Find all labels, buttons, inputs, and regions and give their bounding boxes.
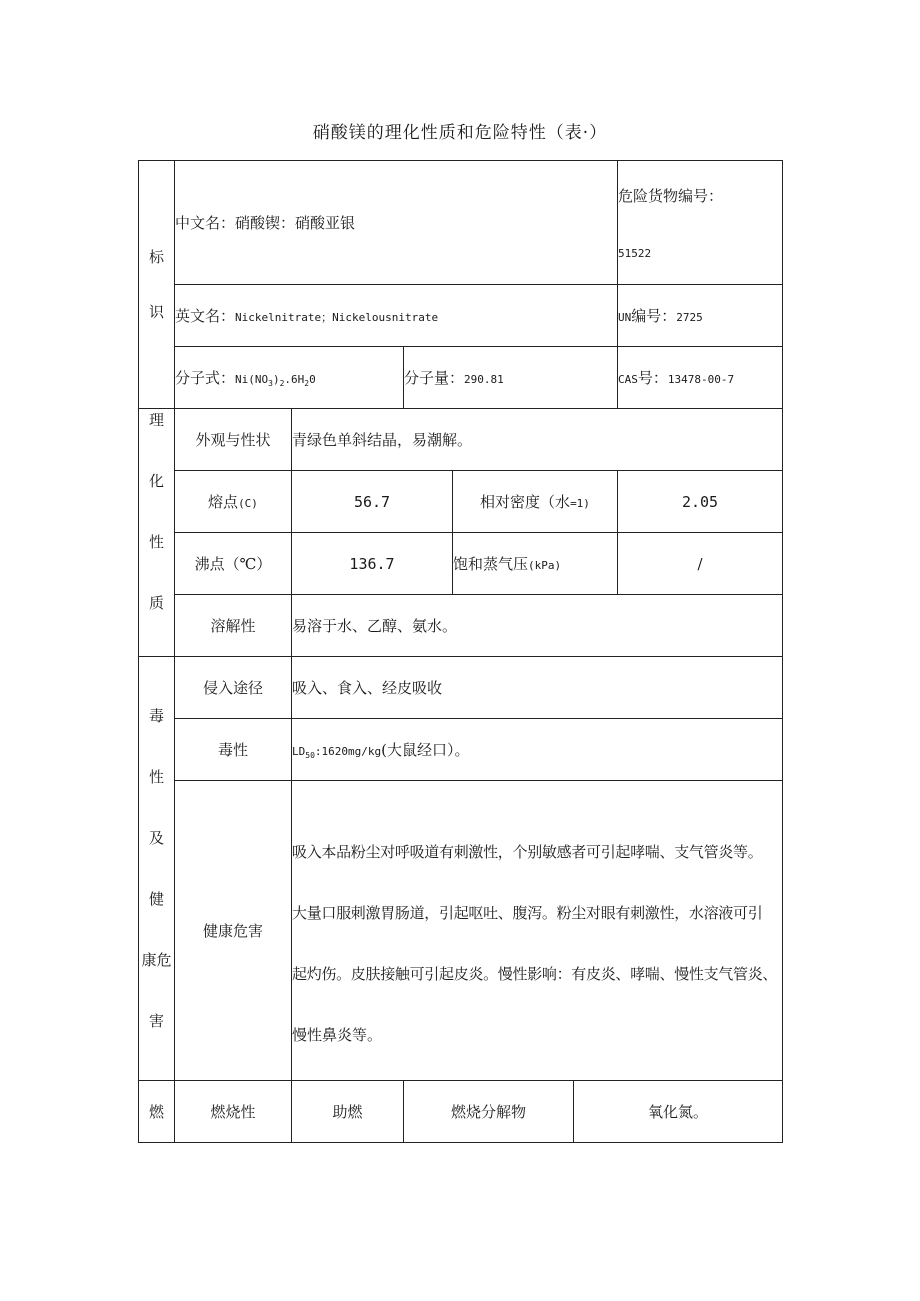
density-label-cell — [453, 471, 618, 533]
tox-ld: $LD_{50}:1620mg/kg$ — [292, 744, 382, 761]
en-name-label: 英文名： — [175, 307, 236, 325]
section-char: 标 — [148, 247, 164, 266]
property-table — [138, 160, 783, 1143]
health-line: 吸入本品粉尘对呼吸道有刺激性，个别敏感者可引起哮喘、支气管炎等。 — [292, 842, 763, 861]
appearance-value: 青绿色单斜结晶，易潮解。 — [292, 409, 783, 471]
section-char: 性 — [148, 533, 164, 551]
route-label: 侵入途径 — [175, 657, 292, 719]
decomp-label: 燃烧分解物 — [404, 1081, 574, 1143]
density-value: 2.05 — [618, 471, 783, 533]
vp-unit: (kPa) — [528, 559, 562, 572]
section-char: 识 — [148, 302, 164, 321]
cas-value: 13478-00-7 — [667, 373, 735, 386]
appearance-label: 外观与性状 — [175, 409, 292, 471]
cn-name-label: 中文名： — [175, 214, 236, 232]
health-line: 大量口服刺激胃肠道，引起呕吐、腹泻。粉尘对眼有刺激性，水溶液可引 — [292, 903, 763, 922]
cas-cell — [618, 347, 783, 409]
section-char: 健 — [148, 889, 164, 908]
mp-value: 56.7 — [292, 471, 453, 533]
bp-value: 136.7 — [292, 533, 453, 595]
un-value: 2725 — [676, 311, 703, 324]
hazard-no-value: 51522 — [618, 247, 652, 260]
section-char: 化 — [148, 472, 164, 490]
health-line: 慢性鼻炎等。 — [292, 1025, 383, 1044]
section-identity — [139, 161, 175, 409]
flammability-label: 燃烧性 — [175, 1081, 292, 1143]
un-cell — [618, 285, 783, 347]
section-char: 理 — [148, 411, 164, 429]
vp-label: 饱和蒸气压 — [453, 555, 529, 573]
section-char: 性 — [148, 767, 164, 786]
document-title: 硝酸镁的理化性质和危险特性（表·） — [312, 123, 608, 143]
section-combustion: 燃 — [139, 1081, 175, 1143]
density-unit: =1) — [570, 497, 590, 510]
section-physchem — [139, 409, 175, 657]
formula-label: 分子式： — [175, 368, 236, 387]
tox-note: (大鼠经口）。 — [381, 740, 470, 759]
cas-label-suffix: 号： — [637, 369, 668, 387]
en-name-cell — [175, 285, 618, 347]
section-char: 康危 — [141, 950, 172, 969]
bp-label: 沸点（℃） — [175, 533, 292, 595]
mw-cell — [404, 347, 618, 409]
formula-cell — [175, 347, 404, 409]
health-value-cell — [292, 781, 783, 1081]
route-value: 吸入、食入、经皮吸收 — [292, 657, 783, 719]
health-line: 起灼伤。皮肤接触可引起皮炎。慢性影响：有皮炎、哮喘、慢性支气管炎、 — [292, 964, 778, 983]
section-char: 及 — [148, 828, 164, 847]
formula-value: $Ni(NO_3)_2.6H_20$ — [235, 372, 316, 389]
section-toxicity — [139, 657, 175, 1081]
tox-value-cell — [292, 719, 783, 781]
un-label: UN — [618, 311, 632, 324]
cn-name-value: 硝酸锲：硝酸亚银 — [235, 214, 356, 232]
en-name-value: Nickelnitrate；Nickelousnitrate — [235, 311, 439, 324]
mw-label: 分子量： — [404, 369, 465, 387]
hazard-no-label: 危险货物编号： — [618, 187, 724, 205]
mp-label-cell — [175, 471, 292, 533]
tox-label: 毒性 — [175, 719, 292, 781]
mp-label: 熔点 — [208, 493, 239, 511]
section-char: 质 — [148, 594, 164, 612]
un-label-suffix: 编号： — [631, 307, 677, 325]
cas-label: CAS — [618, 373, 638, 386]
section-char: 害 — [148, 1011, 164, 1030]
section-char: 毒 — [148, 706, 164, 725]
decomp-value: 氧化氮。 — [574, 1081, 783, 1143]
solubility-label: 溶解性 — [175, 595, 292, 657]
flammability-value: 助燃 — [292, 1081, 404, 1143]
mp-unit: (C) — [238, 497, 258, 510]
mw-value: 290.81 — [464, 373, 504, 386]
health-label: 健康危害 — [175, 781, 292, 1081]
vp-label-cell — [453, 533, 618, 595]
cn-name-cell — [175, 161, 618, 285]
density-label: 相对密度（水 — [480, 493, 571, 511]
vp-value: / — [618, 533, 783, 595]
solubility-value: 易溶于水、乙醇、氨水。 — [292, 595, 783, 657]
hazard-no-cell — [618, 161, 783, 285]
